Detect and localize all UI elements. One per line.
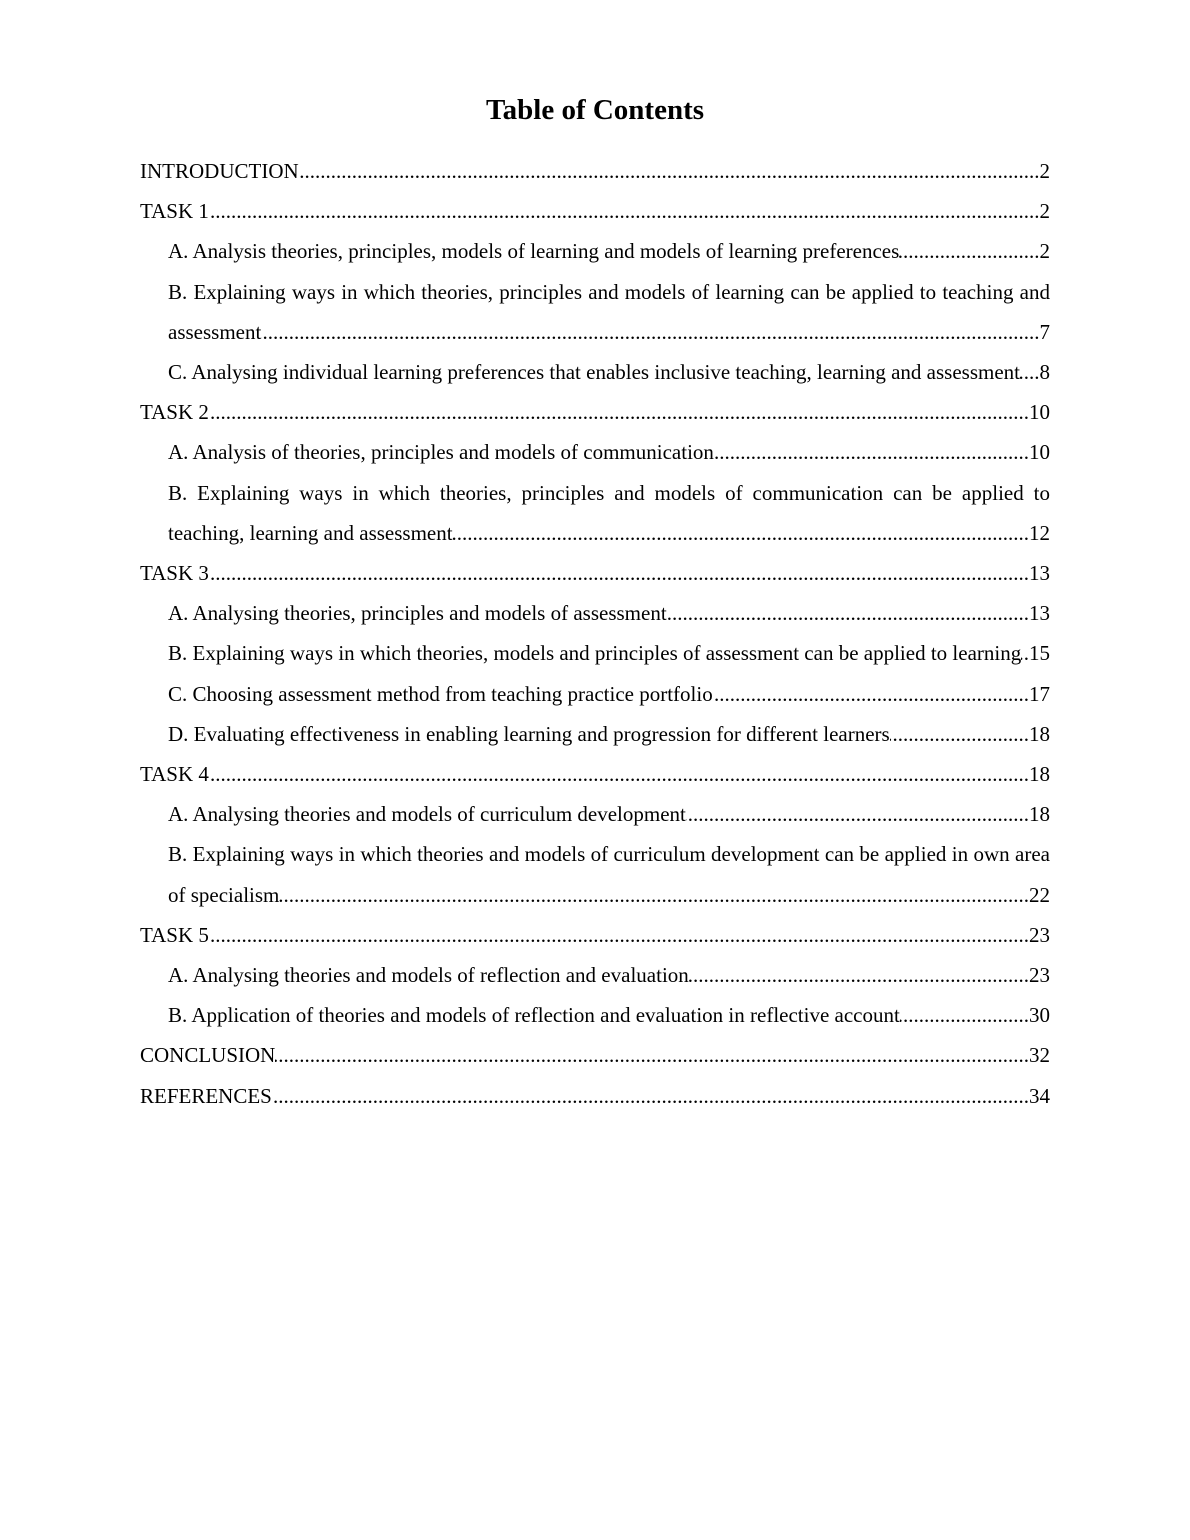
toc-page-number: 18 (1029, 754, 1050, 794)
toc-dot-leader (1020, 352, 1040, 392)
toc-dot-leader (714, 432, 1029, 472)
toc-entry-label: A. Analysis theories, principles, models of learning and models of learning preferences (168, 239, 900, 264)
toc-dot-leader (209, 754, 1029, 794)
toc-entry[interactable] (168, 714, 1050, 754)
toc-entry-label: TASK 4 (140, 762, 209, 787)
toc-page-number: 13 (1029, 553, 1050, 593)
toc-entry-label: B. Explaining ways in which theories, principles and models of learning can be applied to teaching and assessment (168, 279, 1050, 344)
toc-entry[interactable] (140, 915, 1050, 955)
toc-dot-leader (689, 955, 1029, 995)
toc-dot-leader (209, 392, 1029, 432)
toc-entry-label: TASK 2 (140, 400, 209, 425)
toc-entry[interactable] (168, 674, 1050, 714)
toc-page-number: 23 (1029, 915, 1050, 955)
toc-entry[interactable] (140, 754, 1050, 794)
toc-entry-label: CONCLUSION (140, 1043, 276, 1068)
toc-dot-leader (299, 151, 1040, 191)
toc-page-number: 18 (1029, 714, 1050, 754)
toc-page-number: 22 (1029, 875, 1050, 915)
toc-title: Table of Contents (485, 94, 705, 126)
toc-entry[interactable] (140, 553, 1050, 593)
toc-entry-label: A. Analysing theories, principles and models of assessment (168, 601, 667, 626)
toc-dot-leader (686, 794, 1029, 834)
toc-page-number: 7 (1040, 312, 1051, 352)
toc-entry-label: B. Explaining ways in which theories, principles and models of communication can be applied to teaching, learning and assessment (168, 480, 1050, 545)
toc-dot-leader (261, 312, 1039, 352)
toc-entry-label: TASK 1 (140, 199, 209, 224)
toc-page-number: 34 (1029, 1076, 1050, 1116)
toc-entry-label: C. Analysing individual learning preferences that enables inclusive teaching, learning and assessment (168, 360, 1020, 385)
toc-page-number: 10 (1029, 392, 1050, 432)
toc-entry-label: B. Explaining ways in which theories, models and principles of assessment can be applied to learning (168, 641, 1022, 666)
toc-entry[interactable] (168, 272, 1050, 352)
toc-entry[interactable] (140, 392, 1050, 432)
toc-dot-leader (899, 231, 1039, 271)
toc-entry-label: TASK 5 (140, 922, 209, 947)
toc-dot-leader (1021, 633, 1029, 673)
toc-entry-label: A. Analysis of theories, principles and models of communication (168, 440, 714, 465)
toc-dot-leader (713, 674, 1029, 714)
toc-entry[interactable] (168, 955, 1050, 995)
toc-entry[interactable] (168, 794, 1050, 834)
toc-entry-label: D. Evaluating effectiveness in enabling learning and progression for different learners (168, 721, 890, 746)
toc-entry[interactable] (168, 473, 1050, 553)
toc-page-number: 8 (1040, 352, 1051, 392)
toc-page-number: 2 (1040, 231, 1051, 271)
toc-entry-label: INTRODUCTION (140, 159, 299, 183)
table-of-contents (140, 151, 1050, 1116)
toc-dot-leader (209, 553, 1029, 593)
toc-page-number: 18 (1029, 794, 1050, 834)
toc-entry-label: TASK 3 (140, 561, 209, 586)
toc-entry-label: B. Application of theories and models of reflection and evaluation in reflective account (168, 1003, 900, 1028)
toc-page-number: 2 (1040, 151, 1051, 191)
toc-dot-leader (279, 875, 1029, 915)
toc-entry-label: C. Choosing assessment method from teaching practice portfolio (168, 681, 713, 706)
toc-entry[interactable] (140, 1076, 1050, 1116)
toc-page-number: 12 (1029, 513, 1050, 553)
toc-entry-label: A. Analysing theories and models of reflection and evaluation (168, 963, 689, 988)
toc-entry[interactable] (140, 191, 1050, 231)
toc-entry[interactable] (168, 231, 1050, 271)
toc-page-number: 32 (1029, 1035, 1050, 1075)
toc-entry-line (168, 352, 1050, 392)
toc-page-number: 15 (1029, 633, 1050, 673)
toc-entry-label: A. Analysing theories and models of curriculum development (168, 802, 686, 827)
toc-entry[interactable] (140, 151, 1050, 191)
toc-dot-leader (667, 593, 1029, 633)
toc-dot-leader (272, 1076, 1029, 1116)
toc-page-number: 2 (1040, 191, 1051, 231)
toc-entry[interactable] (140, 1035, 1050, 1075)
toc-page-number: 30 (1029, 995, 1050, 1035)
toc-page-number: 10 (1029, 432, 1050, 472)
toc-entry[interactable] (168, 995, 1050, 1035)
toc-entry[interactable] (168, 432, 1050, 472)
toc-page-number: 13 (1029, 593, 1050, 633)
toc-entry[interactable] (168, 593, 1050, 633)
toc-dot-leader (890, 714, 1029, 754)
toc-dot-leader (900, 995, 1029, 1035)
toc-entry-line (168, 633, 1050, 673)
toc-entry[interactable] (168, 352, 1050, 392)
toc-dot-leader (275, 1035, 1029, 1075)
toc-dot-leader (209, 191, 1040, 231)
toc-entry-label: B. Explaining ways in which theories and models of curriculum development can be applied in own area of specialism (168, 842, 1050, 907)
toc-dot-leader (453, 513, 1029, 553)
toc-entry[interactable] (168, 633, 1050, 673)
toc-page-number: 17 (1029, 674, 1050, 714)
toc-page-number: 23 (1029, 955, 1050, 995)
toc-entry-label: REFERENCES (140, 1083, 272, 1108)
toc-dot-leader (209, 915, 1029, 955)
toc-entry[interactable] (168, 834, 1050, 914)
